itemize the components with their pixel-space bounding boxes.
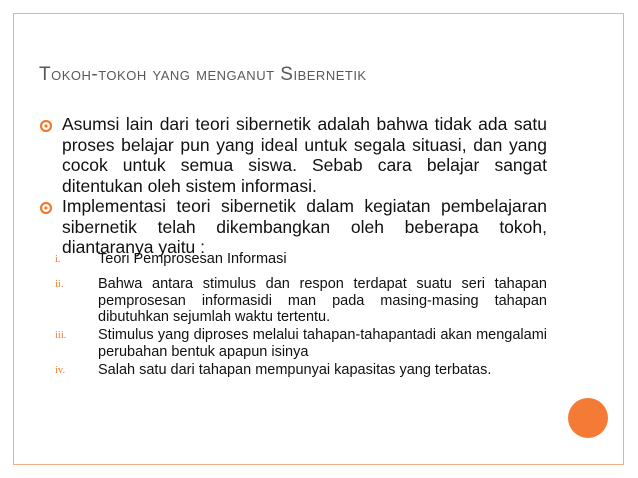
sub-item xyxy=(50,362,547,379)
sub-item xyxy=(50,327,547,360)
ring-bullet-icon xyxy=(39,117,53,131)
sub-item-number: iv. xyxy=(55,365,66,376)
sub-item-number: ii. xyxy=(55,279,64,290)
sub-item-text: Salah satu dari tahapan mempunyai kapasitas yang terbatas. xyxy=(98,362,492,378)
decorative-orange-circle xyxy=(568,398,608,438)
ring-bullet-icon xyxy=(39,199,53,213)
bullet-item xyxy=(39,114,547,196)
sub-item-text: Stimulus yang diproses melalui tahapan-tahapantadi akan mengalami perubahan bentuk apapun isinya xyxy=(98,327,547,360)
sub-item xyxy=(50,276,547,326)
sub-item-text: Teori Pemprosesan Informasi xyxy=(98,251,287,267)
sub-item-text: Bahwa antara stimulus dan respon terdapat suatu seri tahapan pemprosesan informasidi man pada masing-masing tahapan dibutuhkan sejumlah waktu tertentu. xyxy=(98,276,547,325)
slide-title: Tokoh-tokoh yang menganut Sibernetik xyxy=(39,64,367,85)
sub-item xyxy=(50,251,547,268)
bullet-text: Asumsi lain dari teori sibernetik adalah bahwa tidak ada satu proses belajar pun yang ideal untuk segala situasi, dan yang cocok untuk semua siswa. Sebab cara belajar sangat ditentukan oleh sistem informasi. xyxy=(62,114,547,196)
sub-item-number: i. xyxy=(55,254,61,265)
bullet-item xyxy=(39,196,547,258)
sub-item-number: iii. xyxy=(55,330,67,341)
bullet-text: Implementasi teori sibernetik dalam kegiatan pembelajaran sibernetik telah dikembangkan oleh beberapa tokoh, diantaranya yaitu : xyxy=(62,196,547,257)
